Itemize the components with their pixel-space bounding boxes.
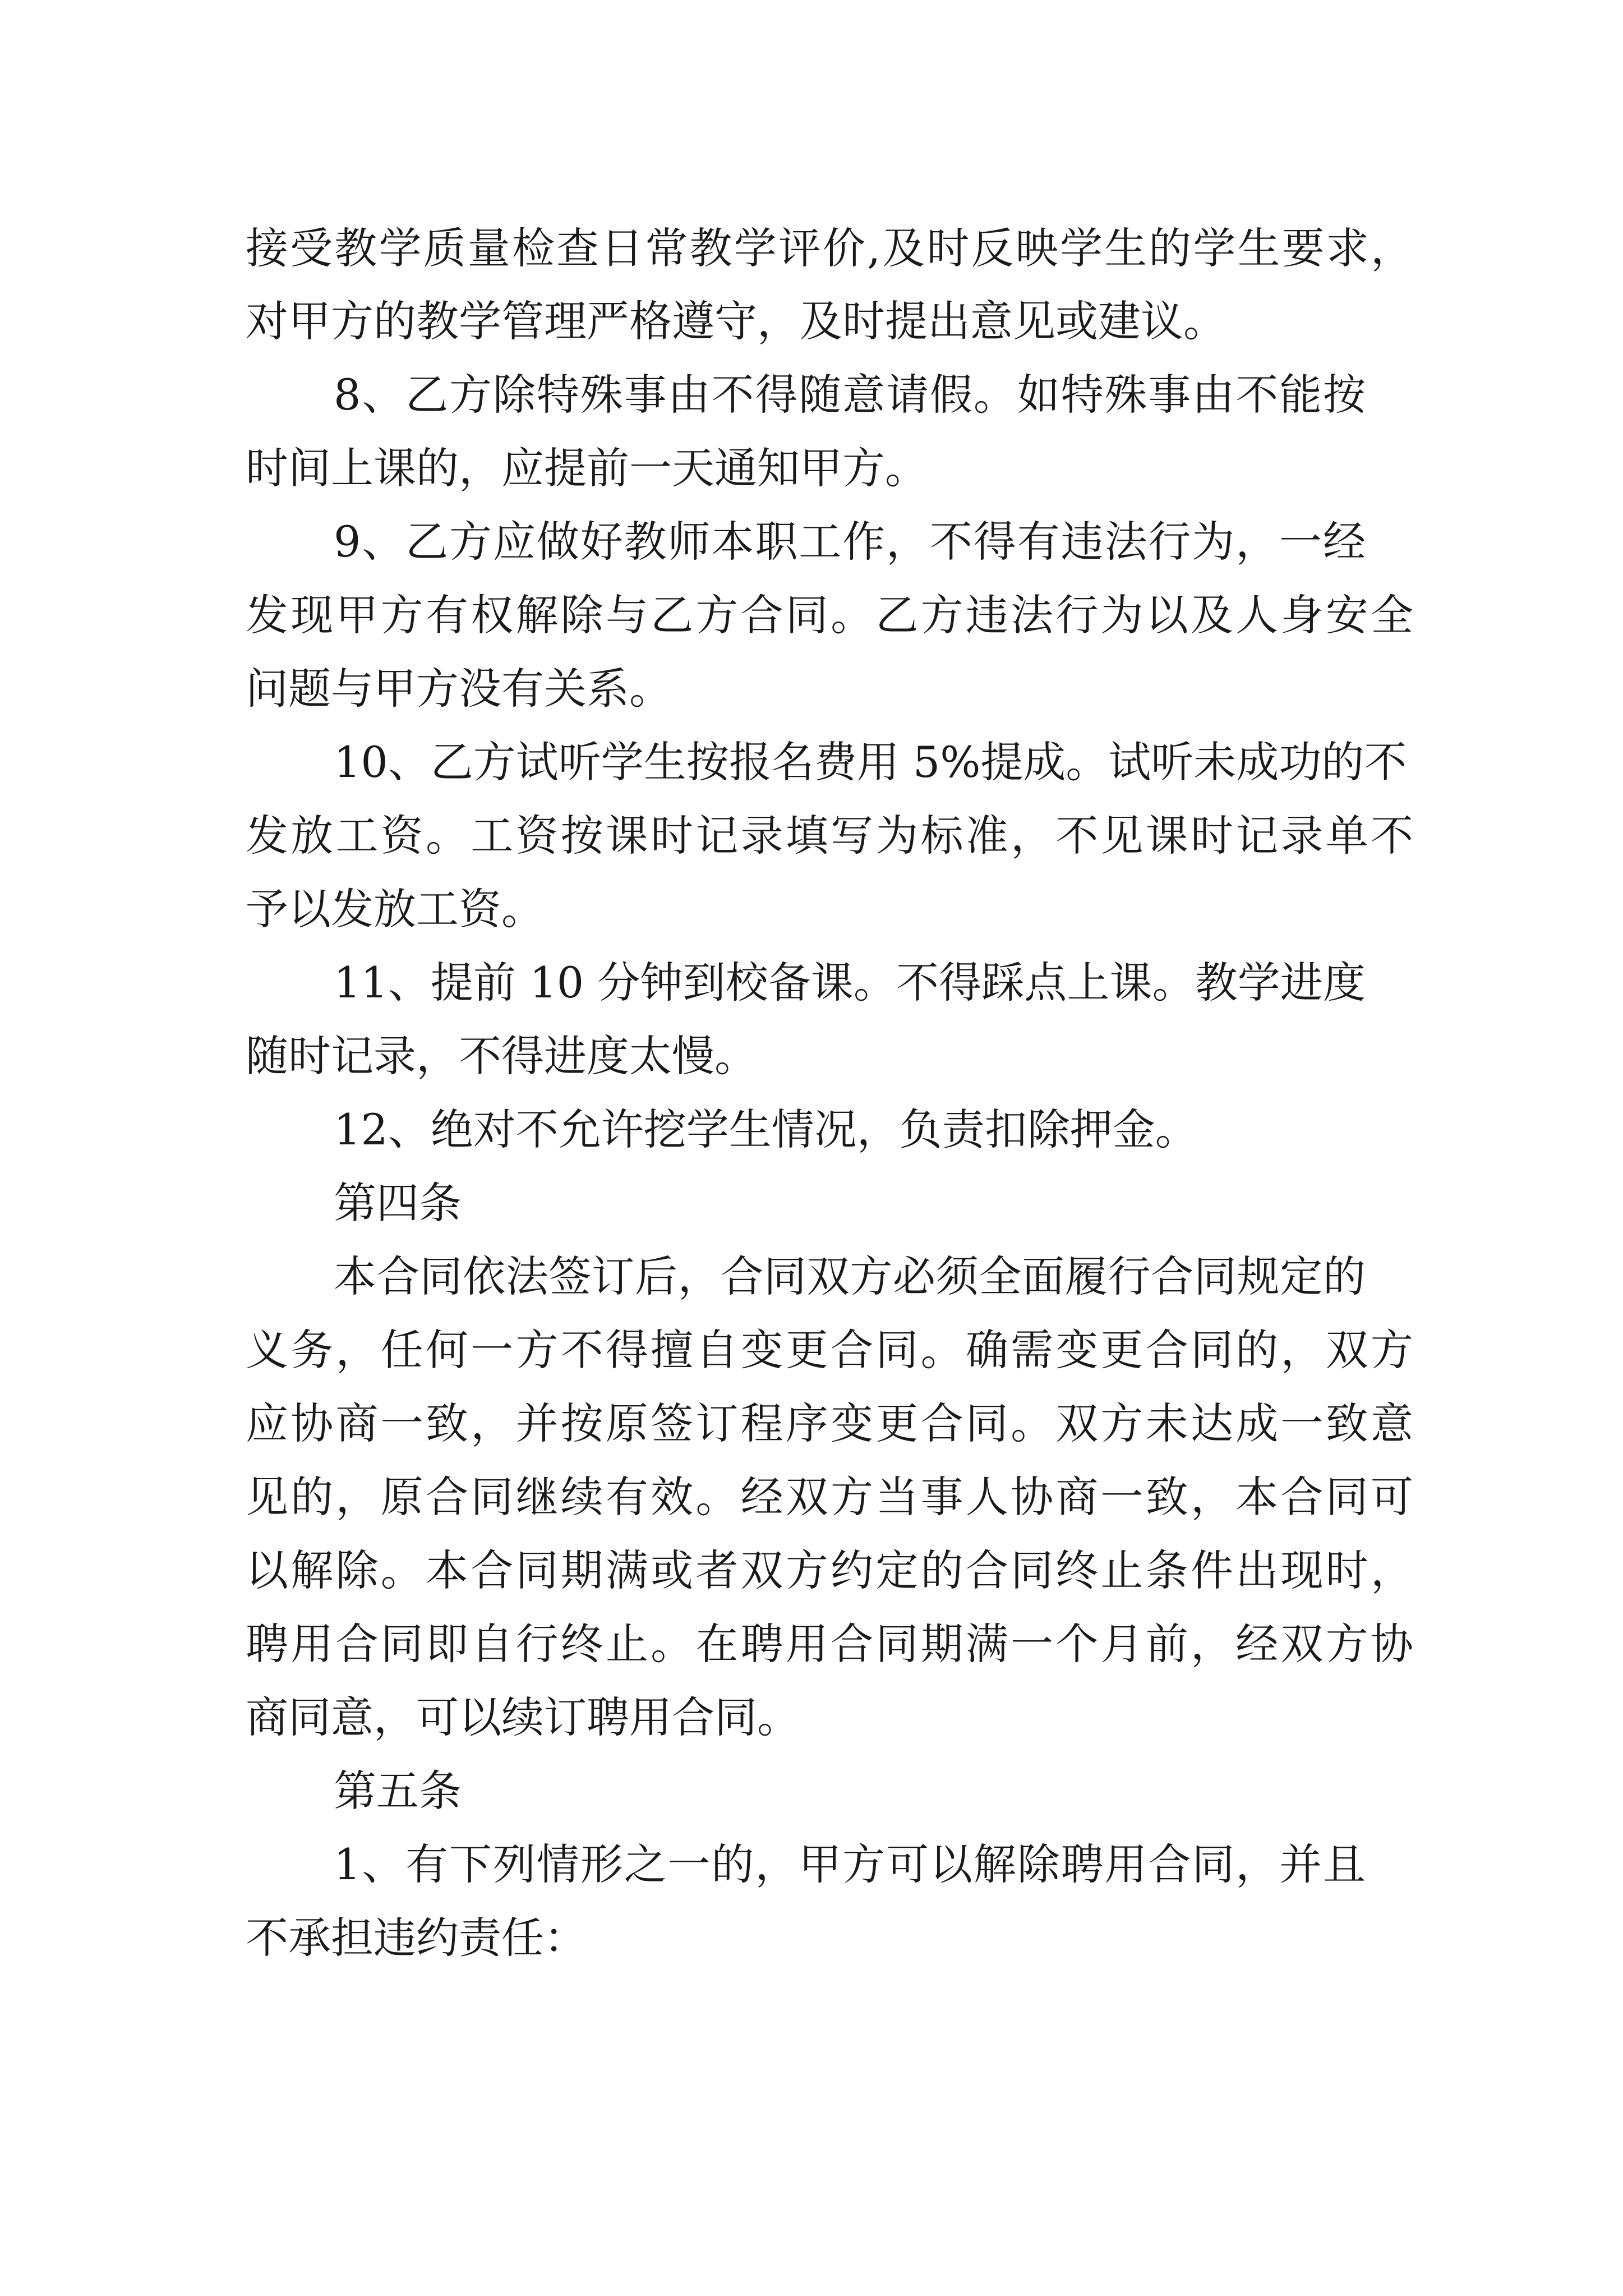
text-line: 对甲方的教学管理严格遵守，及时提出意见或建议。 [246,296,1226,346]
text-line: 8、乙方除特殊事由不得随意请假。如特殊事由不能按 [334,370,1366,420]
text-line: 10、乙方试听学生按报名费用 5%提成。试听未成功的不 [334,737,1407,787]
section-heading: 第五条 [334,1766,462,1816]
text-line: 以解除。本合同期满或者双方约定的合同终止条件出现时， [246,1545,1413,1595]
text-line: 义务，任何一方不得擅自变更合同。确需变更合同的，双方 [246,1325,1413,1375]
text-line: 1、有下列情形之一的，甲方可以解除聘用合同，并且 [334,1839,1366,1889]
text-line: 予以发放工资。 [246,884,544,934]
text-line: 聘用合同即自行终止。在聘用合同期满一个月前，经双方协 [246,1619,1413,1669]
text-line: 9、乙方应做好教师本职工作，不得有违法行为，一经 [334,517,1366,567]
text-line: 本合同依法签订后，合同双方必须全面履行合同规定的 [334,1251,1366,1301]
text-line: 商同意，可以续订聘用合同。 [246,1692,800,1742]
text-line: 12、绝对不允许挖学生情况，负责扣除押金。 [334,1105,1198,1154]
text-line: 见的，原合同继续有效。经双方当事人协商一致，本合同可 [246,1472,1413,1522]
text-line: 应协商一致，并按原签订程序变更合同。双方未达成一致意 [246,1398,1413,1448]
text-line: 问题与甲方没有关系。 [246,664,672,714]
text-line: 接受教学质量检查日常教学评价,及时反映学生的学生要求， [246,223,1413,273]
section-heading: 第四条 [334,1178,462,1228]
text-line: 随时记录，不得进度太慢。 [246,1031,757,1081]
text-line: 发放工资。工资按课时记录填写为标准，不见课时记录单不 [246,811,1413,861]
text-line: 11、提前 10 分钟到校备课。不得踩点上课。教学进度 [334,958,1366,1007]
text-line: 时间上课的，应提前一天通知甲方。 [246,443,928,493]
text-line: 不承担违约责任： [246,1913,587,1963]
text-line: 发现甲方有权解除与乙方合同。乙方违法行为以及人身安全 [246,590,1413,640]
